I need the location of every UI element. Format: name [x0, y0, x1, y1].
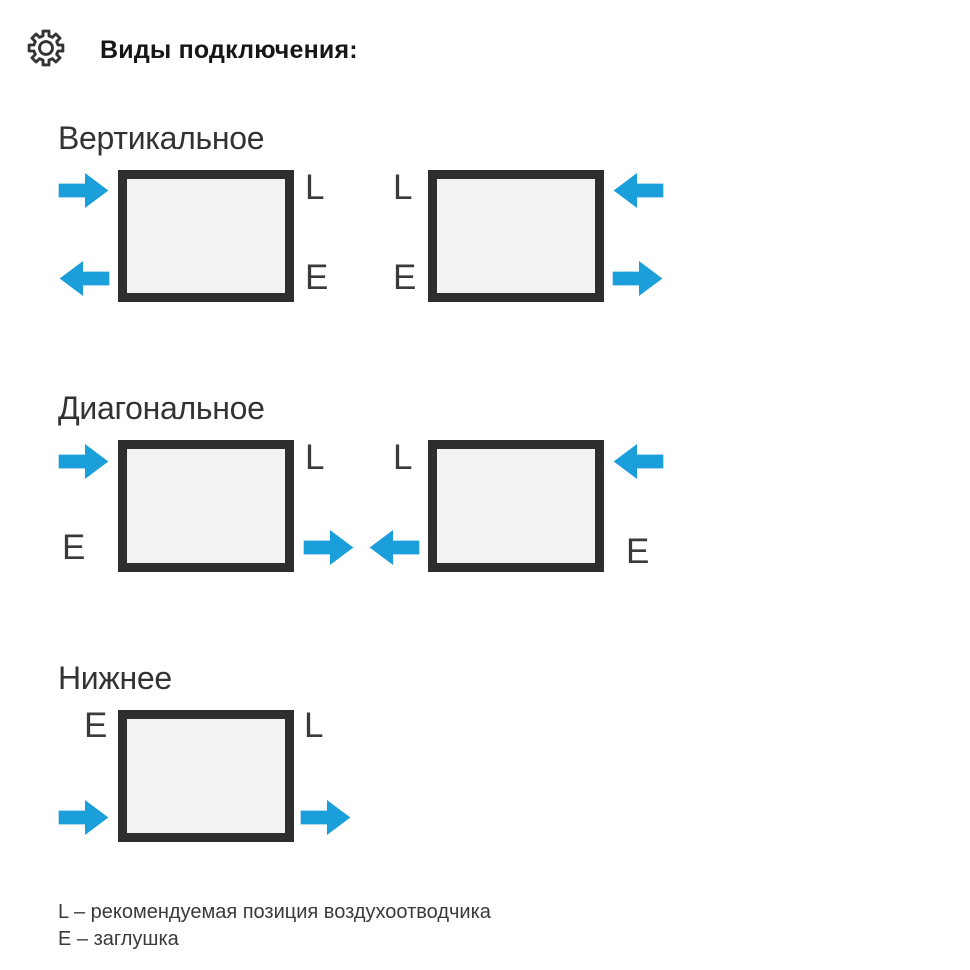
arrow-left-icon: [58, 260, 110, 297]
port-label-e: E: [305, 258, 329, 297]
port-label-e: E: [626, 532, 650, 571]
arrow-right-icon: [612, 260, 664, 297]
arrow-right-icon: [300, 799, 352, 836]
page-title: Виды подключения:: [100, 36, 358, 64]
radiator-rect: [428, 440, 604, 572]
arrow-left-icon: [368, 529, 420, 566]
port-label-e: E: [84, 706, 108, 745]
radiator-rect: [118, 440, 294, 572]
gear-icon: [26, 28, 66, 68]
arrow-right-icon: [58, 443, 110, 480]
port-label-e: E: [62, 528, 86, 567]
radiator-rect: [118, 710, 294, 842]
radiator-rect: [118, 170, 294, 302]
radiator-rect: [428, 170, 604, 302]
legend: [58, 899, 491, 953]
arrow-right-icon: [303, 529, 355, 566]
arrow-right-icon: [58, 172, 110, 209]
port-label-l: L: [304, 706, 324, 745]
section-title-diagonal: Диагональное: [58, 390, 265, 426]
section-title-bottom: Нижнее: [58, 660, 172, 696]
arrow-left-icon: [612, 443, 664, 480]
legend-line-plug: E – заглушка: [58, 928, 179, 950]
port-label-l: L: [393, 438, 413, 477]
port-label-e: E: [393, 258, 417, 297]
port-label-l: L: [393, 168, 413, 207]
arrow-right-icon: [58, 799, 110, 836]
section-title-vertical: Вертикальное: [58, 120, 265, 156]
arrow-left-icon: [612, 172, 664, 209]
legend-line-air-vent: L – рекомендуемая позиция воздухоотводчика: [58, 901, 491, 923]
port-label-l: L: [305, 168, 325, 207]
port-label-l: L: [305, 438, 325, 477]
